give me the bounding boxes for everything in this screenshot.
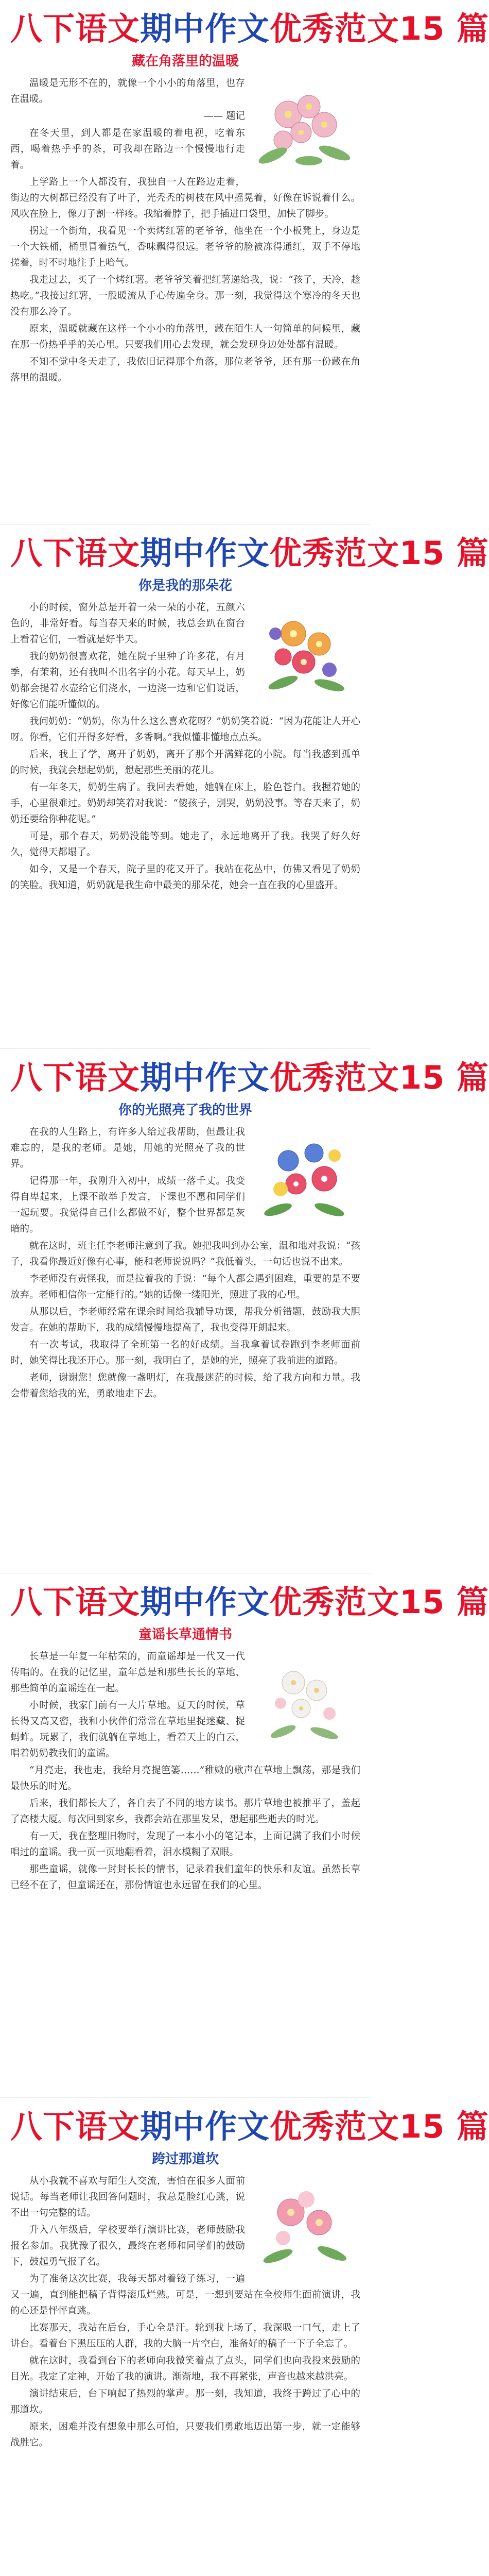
flower-illustration (252, 1652, 360, 1750)
paragraph: 我的奶奶很喜欢花，她在院子里种了许多花，有月季，有茉莉，还有我叫不出名字的小花。每天早上，奶奶都会提着水壶给它们浇水，一边浇一边和它们说话，好像它们能听懂似的。 (10, 651, 245, 710)
paragraph: 演讲结束后，台下响起了热烈的掌声。那一刻，我知道，我终于跨过了心中的那道坎。 (10, 2388, 360, 2415)
paragraph: 在冬天里，到人都是在家温暖的着电视，吃着东西，喝着热乎乎的茶，可我却在路边一个慢慢地行走着。 (10, 128, 245, 171)
essay-body (10, 75, 360, 386)
paragraph: 为了准备这次比赛，我每天都对着镜子练习，一遍又一遍，直到能把稿子背得滚瓜烂熟。可是，一想到要站在全校师生面前演讲，我的心还是怦怦直跳。 (10, 2274, 360, 2316)
banner (10, 534, 489, 573)
paragraph: —— 题记 (204, 111, 245, 122)
paragraph: 我走过去，买了一个烤红薯。老爷爷笑着把红薯递给我，说：“孩子，天冷，趁热吃。”我接过红薯，一股暖流从手心传遍全身。那一刻，我觉得这个寒冷的冬天也没有那么冷了。 (10, 275, 360, 317)
paragraph: 李老师没有责怪我，而是拉着我的手说：“每个人都会遇到困难，重要的是不要放弃。老师相信你一定能行的。”她的话像一缕阳光，照进了我的心里。 (10, 1274, 360, 1300)
banner (10, 1583, 489, 1622)
banner-part-3: 优秀范文 (270, 10, 400, 47)
essay-section-1 (0, 0, 489, 524)
essay-section-5 (0, 2098, 489, 2576)
banner-part-4: 15 篇 (399, 2108, 489, 2145)
paragraph: 后来，我们都长大了，各自去了不同的地方读书。那片草地也被推平了，盖起了高楼大厦。每次回到家乡，我都会站在那里发呆，想起那些逝去的时光。 (10, 1798, 360, 1825)
banner-part-2: 期中作文 (140, 534, 270, 572)
paragraph: 小时候，我家门前有一大片草地。夏天的时候，草长得又高又密，我和小伙伴们常常在草地里捉迷藏、捉蚂蚱。玩累了，我们就躺在草地上，看着天上的白云，唱着奶奶教我们的童谣。 (10, 1700, 245, 1759)
essay-title: 你是我的那朵花 (138, 578, 232, 594)
paragraph: 那些童谣，就像一封封长长的情书，记录着我们童年的快乐和友谊。虽然长草已经不在了，但童谣还在，那份情谊也永远留在我们的心里。 (10, 1864, 360, 1891)
banner-part-1: 八下语文 (10, 1583, 141, 1621)
paragraph: 原来，困难并没有想象中那么可怕，只要我们勇敢地迈出第一步，就一定能够战胜它。 (10, 2421, 360, 2448)
essay-title: 跨过那道坎 (151, 2151, 219, 2167)
banner-part-1: 八下语文 (10, 1059, 141, 1096)
flower-icon (252, 2176, 360, 2274)
paragraph: 记得那一年，我刚升入初中，成绩一落千丈。我变得自卑起来，上课不敢举手发言，下课也不愿和同学们一起玩耍。我觉得自己什么都做不好，整个世界都是灰暗的。 (10, 1176, 245, 1234)
banner-part-2: 期中作文 (140, 10, 270, 47)
banner (10, 2107, 489, 2146)
banner-part-2: 期中作文 (140, 1059, 270, 1096)
paragraph: 就在这时，班主任李老师注意到了我。她把我叫到办公室，温和地对我说：“孩子，我看你最近好像有心事，能和老师说说吗？”我低着头，一句话也说不出来。 (10, 1241, 360, 1267)
essay-section-2 (0, 524, 489, 1049)
flower-illustration (252, 603, 360, 701)
paragraph: 上学路上一个人都没有，我独自一人在路边走着，街边的大树都已经没有了叶子，光秃秃的树枝在风中摇晃着，好像在诉说着什么。风吹在脸上，像刀子割一样疼。我缩着脖子，把手插进口袋里，加快了脚步。 (10, 177, 360, 219)
banner-part-2: 期中作文 (140, 1583, 270, 1621)
paragraph: 在我的人生路上，有许多人给过我帮助，但最让我难忘的，是我的老师。是她，用她的光照亮了我的世界。 (10, 1127, 245, 1170)
essay-body (10, 2173, 360, 2451)
banner-part-3: 优秀范文 (270, 1583, 400, 1621)
paragraph: 比赛那天，我站在后台，手心全是汗。轮到我上场了，我深吸一口气，走上了讲台。看着台下黑压压的人群，我的大脑一片空白，准备好的稿子一下子全忘了。 (10, 2323, 360, 2349)
paragraph: 可是，那个春天，奶奶没能等到。她走了，永远地离开了我。我哭了好久好久，觉得天都塌了。 (10, 831, 360, 858)
paragraph: 有一年冬天，奶奶生病了。我回去看她，她躺在床上，脸色苍白。我握着她的手，心里很难过。奶奶却笑着对我说：“傻孩子，别哭，奶奶没事。等春天来了，奶奶还要给你种花呢。” (10, 782, 360, 825)
banner-part-4: 15 篇 (399, 1059, 489, 1096)
paragraph: 后来，我上了学，离开了奶奶，离开了那个开满鲜花的小院。每当我感到孤单的时候，我就会想起奶奶，想起那些美丽的花儿。 (10, 749, 360, 776)
essay-title: 童谣长草通情书 (138, 1627, 232, 1642)
banner-part-3: 优秀范文 (270, 1059, 400, 1096)
paragraph: 从那以后，李老师经常在课余时间给我辅导功课，帮我分析错题，鼓励我大胆发言。在她的帮助下，我的成绩慢慢地提高了，我也变得开朗起来。 (10, 1307, 360, 1333)
paragraph: 长草是一年复一年枯荣的，而童谣却是一代又一代传唱的。在我的记忆里，童年总是和那些长长的草地、那些简单的童谣连在一起。 (10, 1651, 245, 1694)
flower-icon (252, 1127, 360, 1225)
banner (10, 1058, 489, 1097)
banner-part-3: 优秀范文 (270, 534, 400, 572)
paragraph: 老师，谢谢您！您就像一盏明灯，在我最迷茫的时候，给了我方向和力量。我会带着您给我的光，勇敢地走下去。 (10, 1372, 360, 1399)
paragraph: 如今，又是一个春天，院子里的花又开了。我站在花丛中，仿佛又看见了奶奶的笑脸。我知道，奶奶就是我生命中最美的那朵花，她会一直在我的心里盛开。 (10, 864, 360, 891)
banner-part-4: 15 篇 (399, 10, 489, 47)
paragraph: 从小我就不喜欢与陌生人交流，害怕在很多人面前说话。每当老师让我回答问题时，我总是脸红心跳，说不出一句完整的话。 (10, 2176, 245, 2218)
essay-section-3 (0, 1049, 489, 1573)
essay-title: 藏在角落里的温暖 (131, 54, 239, 69)
banner-part-1: 八下语文 (10, 534, 141, 572)
flower-illustration (252, 1127, 360, 1225)
paragraph: 拐过一个街角，我看见一个卖烤红薯的老爷爷，他坐在一个小板凳上，身边是一个大铁桶，桶里冒着热气，香味飘得很远。老爷爷的脸被冻得通红，双手不停地搓着，时不时地往手上哈气。 (10, 226, 360, 268)
banner-part-1: 八下语文 (10, 10, 141, 47)
essay-section-4 (0, 1573, 489, 2098)
paragraph: 有一天，我在整理旧物时，发现了一本小小的笔记本，上面记满了我们小时候唱过的童谣。我一页一页地翻看着，泪水模糊了双眼。 (10, 1831, 360, 1858)
banner-part-3: 优秀范文 (270, 2108, 400, 2145)
essay-body (10, 1649, 360, 1893)
flower-icon (252, 603, 360, 701)
banner-part-4: 15 篇 (399, 1583, 489, 1621)
paragraph: 不知不觉中冬天走了，我依旧记得那个角落，那位老爷爷，还有那一份藏在角落里的温暖。 (10, 357, 360, 383)
paragraph: 有一次考试，我取得了全班第一名的好成绩。当我拿着试卷跑到李老师面前时，她笑得比我还开心。那一刻，我明白了，是她的光，照亮了我前进的道路。 (10, 1340, 360, 1366)
paragraph: “月亮走，我也走，我给月亮提笆篓……”稚嫩的歌声在草地上飘荡，那是我们最快乐的时光。 (10, 1765, 360, 1792)
banner-part-2: 期中作文 (140, 2108, 270, 2145)
paragraph: 就在这时，我看到台下的老师向我微笑着点了点头，同学们也向我投来鼓励的目光。我定了定神，开始了我的演讲。渐渐地，我不再紧张，声音也越来越洪亮。 (10, 2355, 360, 2382)
paragraph: 温暖是无形不在的，就像一个小小的角落里，也存在温暖。 (10, 78, 245, 105)
banner-part-1: 八下语文 (10, 2108, 141, 2145)
paragraph: 原来，温暖就藏在这样一个小小的角落里，藏在陌生人一句简单的问候里，藏在那一份热乎乎的关心里。只要我们用心去发现，就会发现身边处处都有温暖。 (10, 324, 360, 350)
banner-part-4: 15 篇 (399, 534, 489, 572)
flower-illustration (252, 2176, 360, 2274)
paragraph: 升入八年级后，学校要举行演讲比赛，老师鼓励我报名参加。我犹豫了很久，最终在老师和同学们的鼓励下，鼓起勇气报了名。 (10, 2225, 245, 2267)
paragraph: 小的时候，窗外总是开着一朵一朵的小花，五颜六色的，非常好看。每当春天来的时候，我总会趴在窗台上看着它们，一看就是好半天。 (10, 602, 245, 645)
flower-illustration (252, 78, 360, 176)
essay-body (10, 1124, 360, 1402)
essay-title: 你的光照亮了我的世界 (118, 1103, 252, 1118)
paragraph: 我问奶奶：“奶奶，你为什么这么喜欢花呀？”奶奶笑着说：“因为花能让人开心呀。你看，它们开得多好看，多香啊。”我似懂非懂地点点头。 (10, 716, 360, 743)
essay-body (10, 600, 360, 893)
flower-icon (252, 1652, 360, 1750)
banner (10, 9, 489, 48)
flower-icon (252, 78, 360, 176)
